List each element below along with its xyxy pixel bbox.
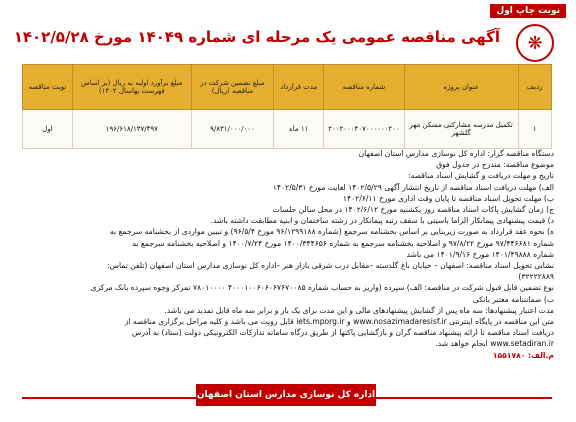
table-header-row [23, 65, 552, 110]
table-row [23, 110, 552, 149]
column-header: مدت قرارداد [274, 65, 324, 110]
emblem-icon: ❋ [516, 24, 554, 62]
column-header: عنوان پروژه [404, 65, 518, 110]
tender-table [22, 64, 552, 149]
column-header: شماره مناقصه [324, 65, 405, 110]
column-header: مبلغ تضمین شرکت در مناقصه (ریال) [191, 65, 274, 110]
body-line: نوع تضمین قابل قبول شرکت در مناقصه: الف) سپرده (واریز به حساب شماره ۴۰۰۰۱۰۰۶۰۶۰۶۷۶۷۰۰۸۵ ۷۸۰۱۰۰۰۰ تمرکز وجوه سپرده بانک مرکزی [90, 283, 554, 293]
table-cell: اول [23, 110, 73, 149]
body-line: د) قیمت پیشنهادی پیمانکار الزاما باسیتی با سقف رتبه پیمانکار در رشته ساختمان و ابنیه مطابقت داشته باشد. [210, 216, 554, 226]
body-line: تاریخ و مهلت دریافت و گشایش اسناد مناقصه: [408, 171, 554, 181]
body-line: دستگاه مناقصه گزار: اداره کل نوسازی مدارس استان اصفهان [358, 149, 554, 158]
body-line: الف) مهلت دریافت اسناد مناقصه از تاریخ انتشار آگهی ۱۴۰۲/۵/۲۹ لغایت مورخ ۱۴۰۲/۵/۳۱ [272, 182, 554, 192]
body-line: شماره ۱۴۰۱/۴۹۸۸۸ مورخ ۱۴۰۱/۹/۱۶ می باشد [406, 249, 554, 259]
body-line: www.setadiran.ir انجام خواهد شد. [435, 339, 554, 349]
column-header: ردیف [518, 65, 551, 110]
column-header: مبلغ برآورد اولیه به ریال (بر اساس فهرست بهاسال ۱۴۰۲) [72, 65, 191, 110]
table-cell: ۹/۸۳۱/۰۰۰/۰۰۰ [191, 110, 274, 149]
table-cell: ۱۹۶/۶۱۸/۱۳۷/۴۹۷ [72, 110, 191, 149]
table-cell: ۱۱ ماه [274, 110, 324, 149]
body-line: مدت اعتبار پیشنهادها: سه ماه پس از گشایش پیشنهادهای مالی و این مدت برای یک بار و برابر سه ماه قابل تمدید می باشد. [164, 305, 554, 315]
table-cell: تکمیل مدرسه مشارکتی مسکن مهر گلشهر [404, 110, 518, 149]
body-line: نشانی تحویل اسناد مناقصه: اصفهان – خیابان باغ گلدسته –مقابل درب شرقی بازار هنر –اداره کل نوسازی مدارس استان اصفهان (تلفن تماس: [107, 261, 554, 271]
body-line: ب) ضمانتنامه معتبر بانکی [472, 294, 554, 304]
body-line: ه) نحوه عقد قرارداد به صورت زیربنایی بر اساس بخشنامه سرجمع (شماره ۹۶/۱۲۹۹۱۸۸ مورخ ۹۶/۵/۴) و تبیین مواردی از بخشنامه سرجمع به [109, 227, 554, 237]
reference-code: م.الف: ۱۵۵۱۷۸۰ [492, 350, 554, 360]
body-line: متن این مناقصه در پایگاه اینترنتی www.nosazimadaresisf.ir و iets.mporg.ir قابل رویت می باشد و کلیه مراحل برگزاری مناقصه از [124, 317, 554, 327]
body-line: شماره ۹۷/۴۴۶۶۸۱ مورخ ۹۷/۸/۲۲ و اصلاحیه بخشنامه سرجمع به شماره ۱۴۰۰/۳۴۴۶۵۶ مورخ ۱۴۰۰/۷/۲۴ و اصلاحیه بخشنامه سرجمع به [132, 238, 554, 248]
page-title: آگهی مناقصه عمومی یک مرحله ای شماره ۱۴۰۴۹ مورخ ۱۴۰۲/۵/۲۸ [13, 28, 500, 46]
body-line: ب) مهلت تحویل اسناد مناقصه تا پایان وقت اداری مورخ ۱۴۰۲/۶/۱۱ [342, 193, 554, 203]
body-line: موضوع مناقصه: مندرج در جدول فوق [436, 160, 554, 170]
body-line: ۳۲۲۲۲۸۸۹) [518, 272, 554, 282]
footer-organization: اداره کل نوسازی مدارس استان اصفهان [196, 384, 376, 406]
announcement-body [22, 148, 554, 361]
body-line: ج) زمان گشایش پاکات اسناد مناقصه روز یکشنبه مورخ ۱۴۰۲/۶/۱۲ در محل سالن جلسات [272, 205, 554, 215]
column-header: نوبت مناقصه [23, 65, 73, 110]
print-badge: نوبت چاپ اول [490, 4, 566, 18]
table-cell: ۱ [518, 110, 551, 149]
body-line: دریافت اسناد مناقصه تا ارائه پیشنهاد مناقصه گران و بازگشایی پاکتها از طریق درگاه سامانه تدارکات الکترونیکی دولت (ستاد) به آدرس [132, 328, 554, 338]
table-cell: ۲۰۰۲۰۰۰۴۰۷۰۰۰۰۰۰۲۰۰ [324, 110, 405, 149]
